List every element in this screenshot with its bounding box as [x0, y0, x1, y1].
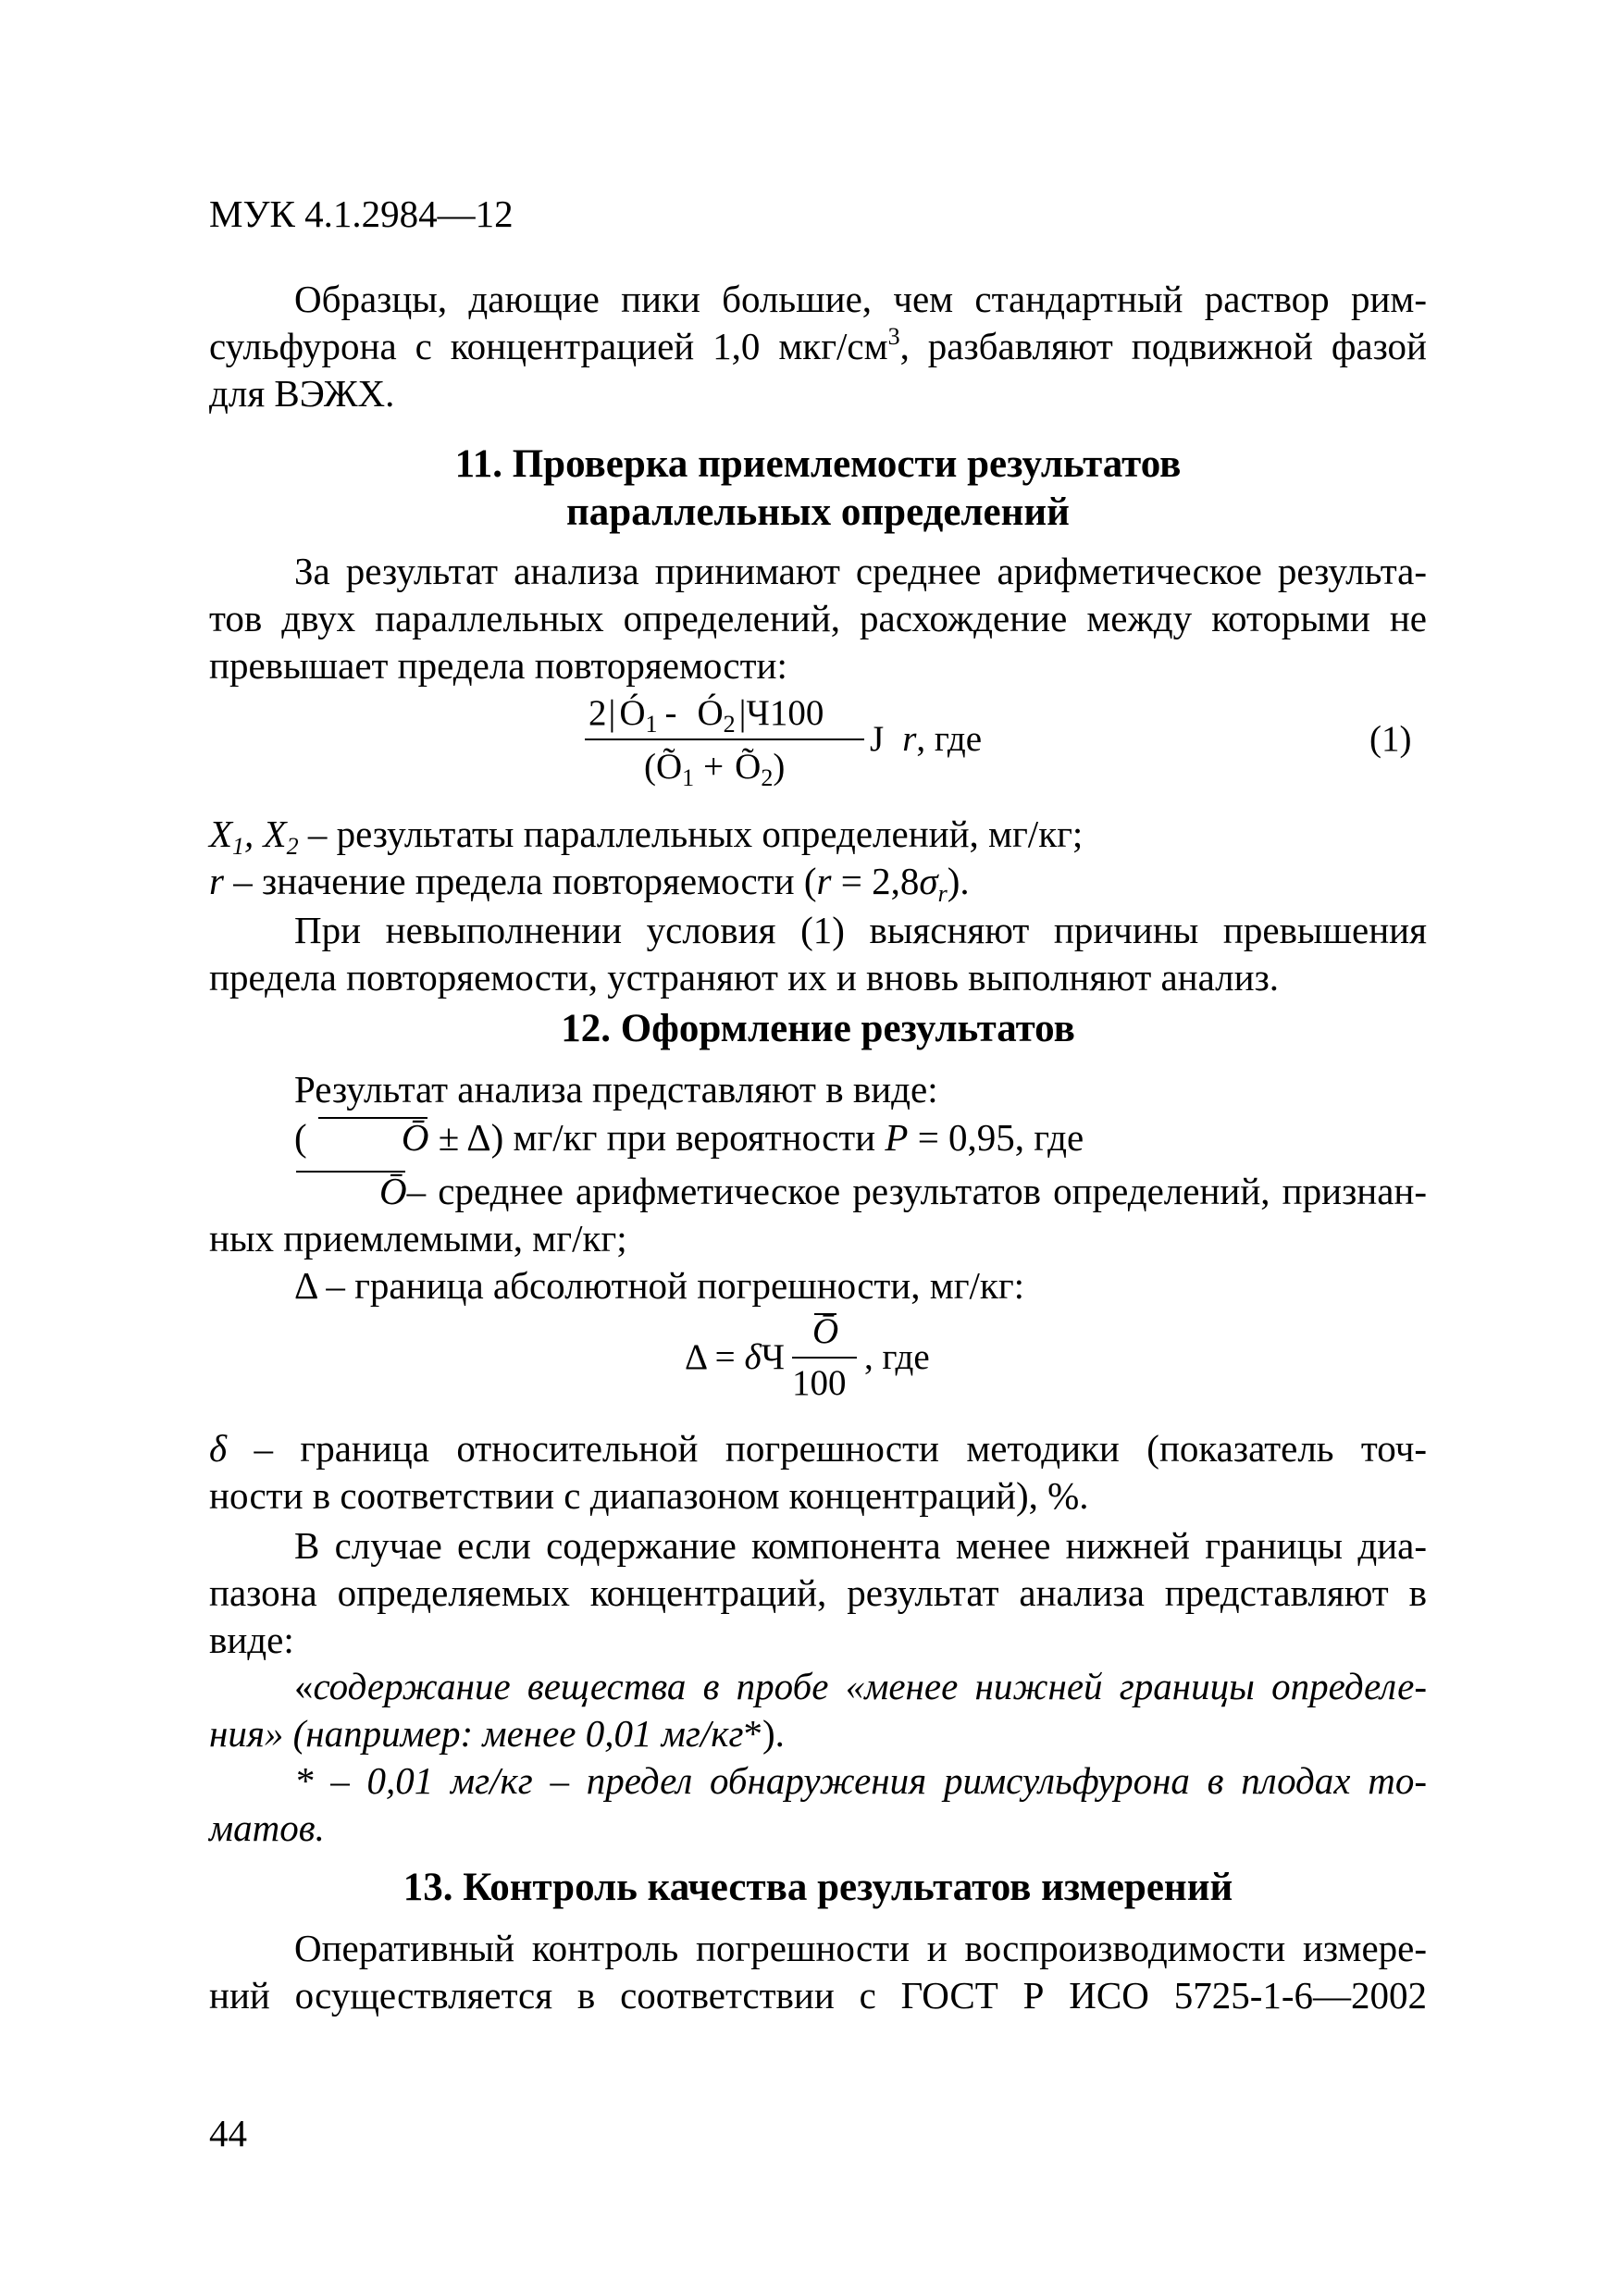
page-number: 44: [209, 2112, 247, 2154]
section-11-heading-line-1: 11. Проверка приемлемости результатов: [454, 442, 1182, 486]
s12-delta-def-line-1: δ – граница относительной погрешности методики (показатель точ-: [209, 1427, 1427, 1470]
definition-x1-x2: $X_1$, $X_2$ – результаты параллельных определений, мг/кг;: [209, 813, 1084, 860]
s12-quote-line-1: «содержание вещества в пробе «менее нижней границы определе-: [294, 1665, 1427, 1707]
s12-para-line-3: виде:: [209, 1619, 294, 1661]
formula-delta-numerator: Ō: [812, 1311, 839, 1351]
s12-line-1: Результат анализа представляют в виде:: [294, 1068, 938, 1111]
s12-line-2: ( Ō ± Δ) мг/кг при вероятности P = 0,95, где: [209, 1114, 1427, 1161]
s13-line-1: Оперативный контроль погрешности и воспроизводимости измере-: [294, 1927, 1427, 1969]
running-header: МУК 4.1.2984—12: [209, 192, 514, 235]
formula-1-numerator: 2| $Ó_1$ - $Ó_2$ |Ч100: [588, 693, 824, 738]
s12-line-5: Δ – граница абсолютной погрешности, мг/кг:: [294, 1264, 1025, 1307]
intro-line-1: Образцы, дающие пики большие, чем стандартный раствор рим-: [294, 278, 1427, 320]
section-12-heading: 12. Оформление результатов: [561, 1007, 1075, 1050]
formula-delta-denominator: 100: [792, 1363, 847, 1403]
intro-line-3: для ВЭЖХ.: [209, 372, 395, 415]
footnote-line-1: * – 0,01 мг/кг – предел обнаружения римсульфурона в плодах то-: [294, 1759, 1427, 1802]
definition-r: r – значение предела повторяемости $(r = 2,8\sigma_r)$.: [209, 860, 970, 907]
s11-para-line-2: тов двух параллельных определений, расхождение между которыми не: [209, 597, 1427, 639]
s11-para-line-3: превышает предела повторяемости:: [209, 644, 787, 687]
s12-quote-line-2: ния» (например: менее 0,01 мг/кг*).: [209, 1712, 785, 1755]
s11-para2-line-2: предела повторяемости, устраняют их и вновь выполняют анализ.: [209, 956, 1280, 999]
formula-1-relation: J r, где: [870, 719, 983, 759]
formula-1-denominator: ($Õ_1$ + $Õ_2$): [644, 747, 786, 791]
s12-line-4: ных приемлемыми, мг/кг;: [209, 1217, 627, 1260]
s12-delta-def-line-2: ности в соответствии с диапазоном концентраций), %.: [209, 1474, 1089, 1517]
s11-para-line-1: За результат анализа принимают среднее арифметическое результа-: [294, 550, 1427, 592]
footnote-line-2: матов.: [209, 1806, 325, 1849]
s12-para-line-1: В случае если содержание компонента менее нижней границы диа-: [294, 1524, 1427, 1567]
s13-line-2: ний осуществляется в соответствии с ГОСТ Р ИСО 5725-1-6—2002: [209, 1974, 1427, 2017]
formula-delta-fraction-bar: [792, 1357, 857, 1359]
formula-delta-left: Δ = δЧ: [685, 1337, 785, 1377]
formula-delta-where: , где: [864, 1337, 930, 1377]
intro-line-2: сульфурона с концентрацией 1,0 мкг/$см^3$, разбавляют подвижной фазой: [209, 323, 1428, 367]
formula-1-number: (1): [1369, 719, 1412, 759]
s11-para2-line-1: При невыполнении условия (1) выясняют причины превышения: [294, 909, 1427, 951]
s12-para-line-2: пазона определяемых концентраций, результат анализа представляют в: [209, 1571, 1427, 1614]
formula-1-fraction-bar: [585, 738, 864, 740]
section-13-heading: 13. Контроль качества результатов измерений: [403, 1866, 1233, 1909]
section-11-heading-line-2: параллельных определений: [566, 490, 1070, 534]
s12-line-3: Ō– среднее арифметическое результатов определений, признан-: [209, 1168, 1427, 1215]
